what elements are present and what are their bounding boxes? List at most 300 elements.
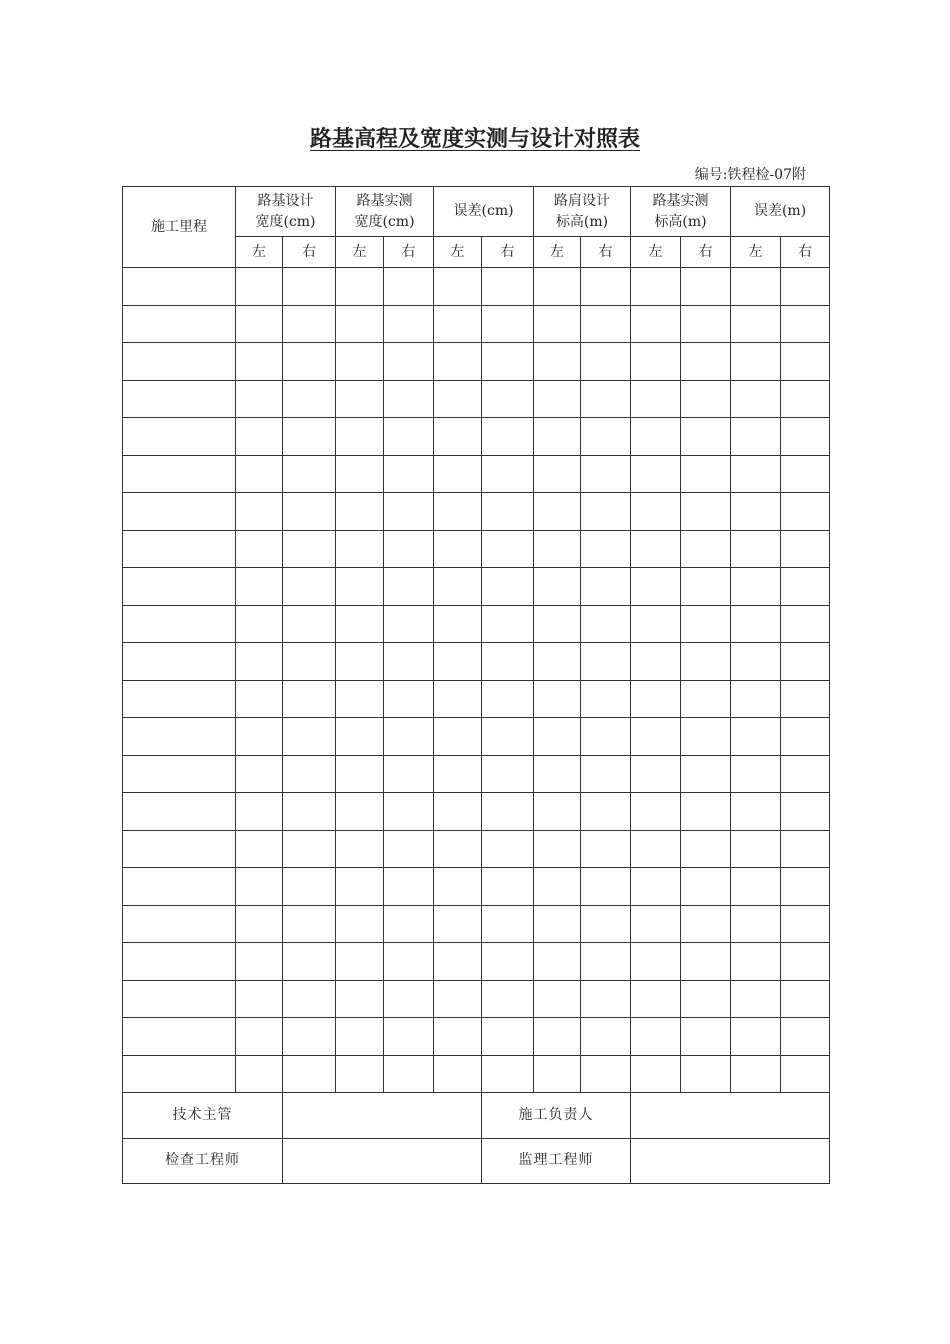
mileage-cell[interactable] [123,1055,236,1093]
value-cell[interactable] [384,830,434,868]
value-cell[interactable] [631,1055,681,1093]
value-cell[interactable] [384,530,434,568]
value-cell[interactable] [434,643,482,681]
value-cell[interactable] [631,380,681,418]
header-right: 右 [781,237,830,268]
value-cell[interactable] [534,1055,581,1093]
value-cell[interactable] [482,305,534,343]
value-cell[interactable] [581,793,631,831]
mileage-cell[interactable] [123,493,236,531]
value-cell[interactable] [781,905,830,943]
value-cell[interactable] [781,380,830,418]
value-cell[interactable] [283,943,336,981]
mileage-cell[interactable] [123,568,236,606]
value-cell[interactable] [434,305,482,343]
value-cell[interactable] [681,905,731,943]
value-cell[interactable] [384,493,434,531]
value-cell[interactable] [781,530,830,568]
value-cell[interactable] [631,755,681,793]
value-cell[interactable] [482,643,534,681]
value-cell[interactable] [384,418,434,456]
value-cell[interactable] [581,980,631,1018]
value-cell[interactable] [731,380,781,418]
value-cell[interactable] [581,943,631,981]
value-cell[interactable] [336,905,384,943]
value-cell[interactable] [631,718,681,756]
mileage-cell[interactable] [123,868,236,906]
value-cell[interactable] [534,343,581,381]
mileage-cell[interactable] [123,605,236,643]
value-cell[interactable] [631,830,681,868]
value-cell[interactable] [336,680,384,718]
value-cell[interactable] [681,980,731,1018]
value-cell[interactable] [681,568,731,606]
value-cell[interactable] [384,605,434,643]
value-cell[interactable] [681,755,731,793]
value-cell[interactable] [534,530,581,568]
value-cell[interactable] [581,718,631,756]
value-cell[interactable] [534,680,581,718]
value-cell[interactable] [434,455,482,493]
inspection-engineer-field[interactable] [283,1138,482,1184]
value-cell[interactable] [534,830,581,868]
value-cell[interactable] [534,980,581,1018]
value-cell[interactable] [781,680,830,718]
value-cell[interactable] [482,1055,534,1093]
value-cell[interactable] [482,343,534,381]
mileage-cell[interactable] [123,343,236,381]
value-cell[interactable] [581,1055,631,1093]
value-cell[interactable] [434,530,482,568]
value-cell[interactable] [731,830,781,868]
value-cell[interactable] [781,605,830,643]
value-cell[interactable] [631,568,681,606]
value-cell[interactable] [631,905,681,943]
value-cell[interactable] [631,980,681,1018]
value-cell[interactable] [631,1018,681,1056]
value-cell[interactable] [534,493,581,531]
value-cell[interactable] [283,793,336,831]
header-group-elevation-error: 误差(m) [731,187,830,237]
value-cell[interactable] [283,905,336,943]
value-cell[interactable] [336,343,384,381]
value-cell[interactable] [534,943,581,981]
value-cell[interactable] [434,943,482,981]
value-cell[interactable] [434,418,482,456]
value-cell[interactable] [336,793,384,831]
value-cell[interactable] [631,305,681,343]
value-cell[interactable] [631,605,681,643]
mileage-cell[interactable] [123,755,236,793]
value-cell[interactable] [781,868,830,906]
value-cell[interactable] [681,305,731,343]
value-cell[interactable] [731,268,781,306]
value-cell[interactable] [434,905,482,943]
value-cell[interactable] [681,680,731,718]
value-cell[interactable] [384,905,434,943]
value-cell[interactable] [283,418,336,456]
value-cell[interactable] [731,718,781,756]
value-cell[interactable] [336,455,384,493]
value-cell[interactable] [781,493,830,531]
page-title: 路基高程及宽度实测与设计对照表 [309,127,640,152]
value-cell[interactable] [283,1018,336,1056]
value-cell[interactable] [236,493,283,531]
value-cell[interactable] [731,943,781,981]
value-cell[interactable] [434,493,482,531]
value-cell[interactable] [581,493,631,531]
value-cell[interactable] [384,680,434,718]
value-cell[interactable] [581,343,631,381]
value-cell[interactable] [731,493,781,531]
value-cell[interactable] [482,493,534,531]
value-cell[interactable] [534,793,581,831]
value-cell[interactable] [681,493,731,531]
tech-supervisor-field[interactable] [283,1093,482,1139]
value-cell[interactable] [534,568,581,606]
value-cell[interactable] [581,455,631,493]
value-cell[interactable] [681,605,731,643]
value-cell[interactable] [384,868,434,906]
value-cell[interactable] [336,943,384,981]
value-cell[interactable] [236,868,283,906]
value-cell[interactable] [781,343,830,381]
value-cell[interactable] [384,793,434,831]
value-cell[interactable] [384,643,434,681]
value-cell[interactable] [534,643,581,681]
value-cell[interactable] [283,380,336,418]
value-cell[interactable] [236,643,283,681]
mileage-cell[interactable] [123,305,236,343]
value-cell[interactable] [336,305,384,343]
value-cell[interactable] [384,568,434,606]
value-cell[interactable] [384,1018,434,1056]
mileage-cell[interactable] [123,643,236,681]
value-cell[interactable] [482,868,534,906]
mileage-cell[interactable] [123,380,236,418]
value-cell[interactable] [731,305,781,343]
value-cell[interactable] [534,418,581,456]
mileage-cell[interactable] [123,793,236,831]
value-cell[interactable] [681,1055,731,1093]
value-cell[interactable] [482,980,534,1018]
value-cell[interactable] [581,418,631,456]
value-cell[interactable] [581,305,631,343]
value-cell[interactable] [236,793,283,831]
mileage-cell[interactable] [123,905,236,943]
value-cell[interactable] [731,1018,781,1056]
value-cell[interactable] [236,305,283,343]
value-cell[interactable] [581,380,631,418]
value-cell[interactable] [283,1055,336,1093]
value-cell[interactable] [631,455,681,493]
value-cell[interactable] [283,643,336,681]
table-row [123,980,830,1018]
value-cell[interactable] [434,380,482,418]
value-cell[interactable] [283,868,336,906]
value-cell[interactable] [236,905,283,943]
value-cell[interactable] [631,643,681,681]
value-cell[interactable] [384,943,434,981]
value-cell[interactable] [681,718,731,756]
value-cell[interactable] [283,980,336,1018]
value-cell[interactable] [681,943,731,981]
value-cell[interactable] [283,605,336,643]
value-cell[interactable] [534,868,581,906]
value-cell[interactable] [534,718,581,756]
value-cell[interactable] [731,530,781,568]
value-cell[interactable] [534,268,581,306]
value-cell[interactable] [482,755,534,793]
value-cell[interactable] [781,455,830,493]
value-cell[interactable] [781,418,830,456]
value-cell[interactable] [384,755,434,793]
value-cell[interactable] [236,680,283,718]
value-cell[interactable] [681,455,731,493]
value-cell[interactable] [283,568,336,606]
value-cell[interactable] [434,980,482,1018]
value-cell[interactable] [731,568,781,606]
value-cell[interactable] [283,268,336,306]
value-cell[interactable] [781,830,830,868]
value-cell[interactable] [336,418,384,456]
value-cell[interactable] [236,268,283,306]
value-cell[interactable] [336,830,384,868]
value-cell[interactable] [482,530,534,568]
value-cell[interactable] [434,1018,482,1056]
value-cell[interactable] [681,418,731,456]
value-cell[interactable] [534,1018,581,1056]
value-cell[interactable] [336,755,384,793]
value-cell[interactable] [336,493,384,531]
value-cell[interactable] [581,1018,631,1056]
value-cell[interactable] [581,643,631,681]
value-cell[interactable] [781,1018,830,1056]
value-cell[interactable] [482,793,534,831]
value-cell[interactable] [283,305,336,343]
value-cell[interactable] [482,418,534,456]
value-cell[interactable] [534,905,581,943]
value-cell[interactable] [236,980,283,1018]
value-cell[interactable] [581,905,631,943]
value-cell[interactable] [482,455,534,493]
value-cell[interactable] [781,568,830,606]
value-cell[interactable] [336,380,384,418]
value-cell[interactable] [434,868,482,906]
value-cell[interactable] [482,905,534,943]
value-cell[interactable] [384,268,434,306]
value-cell[interactable] [336,980,384,1018]
value-cell[interactable] [434,718,482,756]
value-cell[interactable] [236,1018,283,1056]
mileage-cell[interactable] [123,530,236,568]
value-cell[interactable] [731,343,781,381]
value-cell[interactable] [384,980,434,1018]
value-cell[interactable] [236,943,283,981]
value-cell[interactable] [581,530,631,568]
value-cell[interactable] [781,643,830,681]
value-cell[interactable] [336,568,384,606]
value-cell[interactable] [781,718,830,756]
supervision-engineer-field[interactable] [631,1138,830,1184]
value-cell[interactable] [336,268,384,306]
value-cell[interactable] [731,905,781,943]
value-cell[interactable] [236,1055,283,1093]
value-cell[interactable] [534,755,581,793]
value-cell[interactable] [236,418,283,456]
value-cell[interactable] [781,1055,830,1093]
value-cell[interactable] [482,380,534,418]
value-cell[interactable] [681,868,731,906]
value-cell[interactable] [236,755,283,793]
value-cell[interactable] [681,830,731,868]
value-cell[interactable] [434,568,482,606]
header-left: 左 [631,237,681,268]
value-cell[interactable] [681,1018,731,1056]
value-cell[interactable] [534,380,581,418]
value-cell[interactable] [781,268,830,306]
construction-lead-field[interactable] [631,1093,830,1139]
value-cell[interactable] [434,605,482,643]
value-cell[interactable] [336,868,384,906]
value-cell[interactable] [731,1055,781,1093]
value-cell[interactable] [384,380,434,418]
mileage-cell[interactable] [123,680,236,718]
value-cell[interactable] [482,1018,534,1056]
value-cell[interactable] [434,343,482,381]
value-cell[interactable] [631,868,681,906]
value-cell[interactable] [581,755,631,793]
value-cell[interactable] [482,268,534,306]
value-cell[interactable] [681,793,731,831]
value-cell[interactable] [236,380,283,418]
value-cell[interactable] [283,530,336,568]
signature-row [123,1093,830,1139]
value-cell[interactable] [482,943,534,981]
value-cell[interactable] [581,830,631,868]
value-cell[interactable] [631,943,681,981]
value-cell[interactable] [681,643,731,681]
value-cell[interactable] [482,718,534,756]
value-cell[interactable] [384,718,434,756]
value-cell[interactable] [631,268,681,306]
value-cell[interactable] [731,605,781,643]
value-cell[interactable] [731,455,781,493]
value-cell[interactable] [731,980,781,1018]
value-cell[interactable] [781,943,830,981]
value-cell[interactable] [482,568,534,606]
value-cell[interactable] [731,793,781,831]
value-cell[interactable] [283,493,336,531]
value-cell[interactable] [482,830,534,868]
value-cell[interactable] [534,305,581,343]
value-cell[interactable] [384,1055,434,1093]
value-cell[interactable] [781,305,830,343]
value-cell[interactable] [631,343,681,381]
value-cell[interactable] [631,493,681,531]
value-cell[interactable] [681,343,731,381]
value-cell[interactable] [283,718,336,756]
mileage-cell[interactable] [123,943,236,981]
value-cell[interactable] [781,980,830,1018]
value-cell[interactable] [631,793,681,831]
value-cell[interactable] [781,793,830,831]
mileage-cell[interactable] [123,980,236,1018]
mileage-cell[interactable] [123,455,236,493]
table-row [123,643,830,681]
value-cell[interactable] [236,718,283,756]
value-cell[interactable] [236,530,283,568]
mileage-cell[interactable] [123,1018,236,1056]
value-cell[interactable] [336,718,384,756]
value-cell[interactable] [681,380,731,418]
value-cell[interactable] [336,1055,384,1093]
value-cell[interactable] [581,568,631,606]
value-cell[interactable] [482,605,534,643]
mileage-cell[interactable] [123,418,236,456]
value-cell[interactable] [236,343,283,381]
value-cell[interactable] [534,605,581,643]
value-cell[interactable] [336,1018,384,1056]
mileage-cell[interactable] [123,268,236,306]
value-cell[interactable] [236,605,283,643]
value-cell[interactable] [434,755,482,793]
value-cell[interactable] [631,680,681,718]
value-cell[interactable] [434,1055,482,1093]
value-cell[interactable] [434,680,482,718]
mileage-cell[interactable] [123,718,236,756]
value-cell[interactable] [384,455,434,493]
value-cell[interactable] [283,755,336,793]
header-mileage: 施工里程 [123,187,236,268]
value-cell[interactable] [283,455,336,493]
value-cell[interactable] [283,680,336,718]
value-cell[interactable] [781,755,830,793]
value-cell[interactable] [534,455,581,493]
value-cell[interactable] [384,305,434,343]
value-cell[interactable] [731,868,781,906]
value-cell[interactable] [731,680,781,718]
value-cell[interactable] [731,418,781,456]
value-cell[interactable] [236,568,283,606]
value-cell[interactable] [631,530,681,568]
value-cell[interactable] [631,418,681,456]
value-cell[interactable] [681,268,731,306]
value-cell[interactable] [283,343,336,381]
value-cell[interactable] [581,268,631,306]
table-row [123,455,830,493]
value-cell[interactable] [336,530,384,568]
mileage-cell[interactable] [123,830,236,868]
table-row [123,268,830,306]
value-cell[interactable] [283,830,336,868]
value-cell[interactable] [581,868,631,906]
value-cell[interactable] [434,793,482,831]
value-cell[interactable] [581,680,631,718]
value-cell[interactable] [236,830,283,868]
value-cell[interactable] [731,755,781,793]
value-cell[interactable] [434,830,482,868]
value-cell[interactable] [731,643,781,681]
value-cell[interactable] [482,680,534,718]
value-cell[interactable] [384,343,434,381]
value-cell[interactable] [236,455,283,493]
value-cell[interactable] [681,530,731,568]
value-cell[interactable] [336,643,384,681]
value-cell[interactable] [581,605,631,643]
value-cell[interactable] [336,605,384,643]
value-cell[interactable] [434,268,482,306]
